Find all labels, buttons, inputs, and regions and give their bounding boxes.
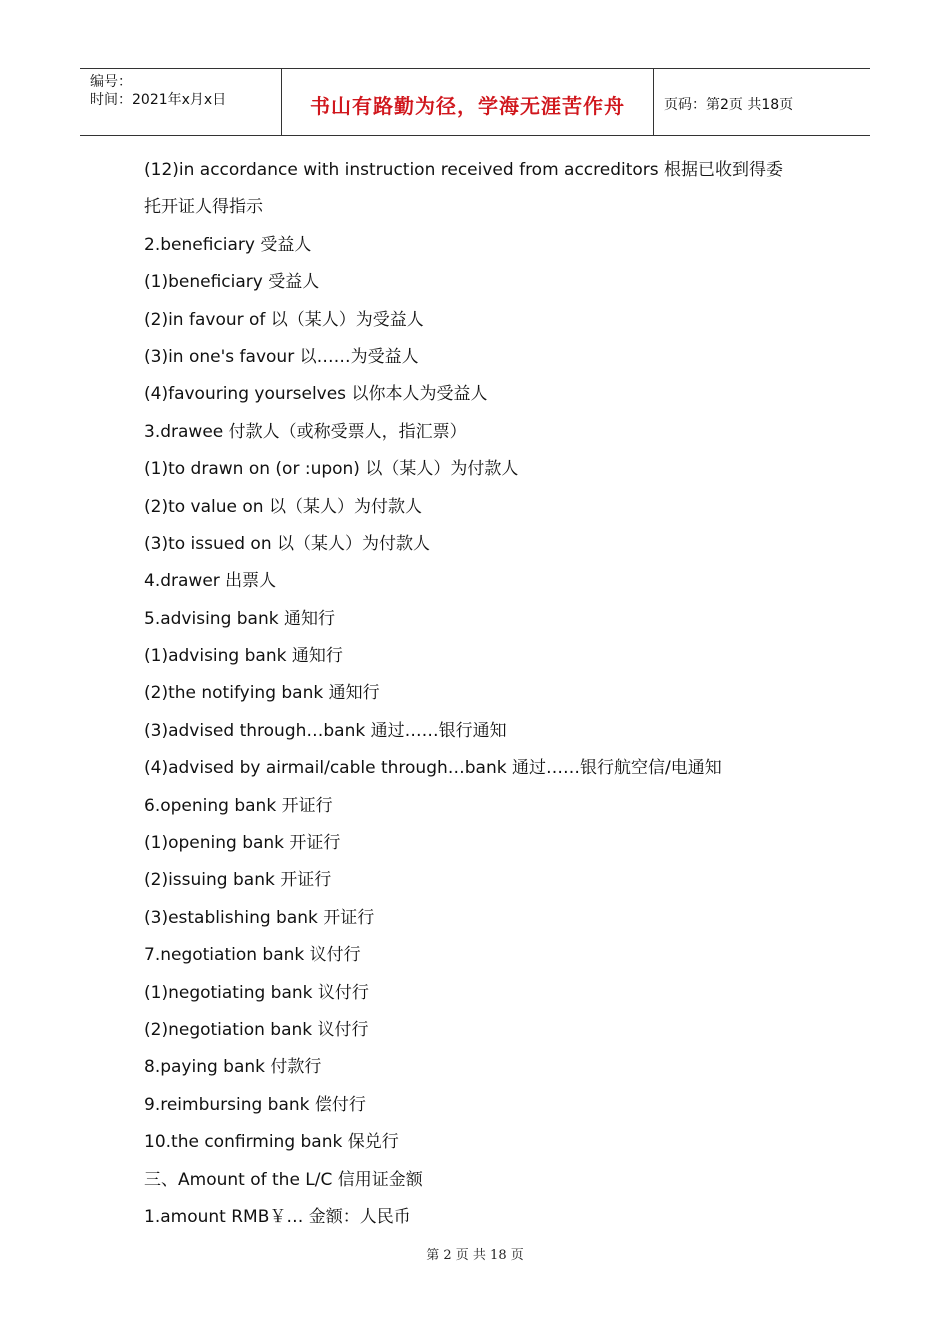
header-meta bbox=[80, 69, 282, 135]
time-label: 时间：2021年x月x日 bbox=[90, 92, 227, 108]
text-line: 9.reimbursing bank 偿付行 bbox=[144, 1094, 366, 1115]
page-footer bbox=[0, 1244, 950, 1263]
text-line: 2.beneficiary 受益人 bbox=[144, 234, 312, 255]
text-line: (1)advising bank 通知行 bbox=[144, 646, 343, 667]
text-line: (3)advised through…bank 通过……银行通知 bbox=[144, 720, 507, 741]
page-header bbox=[80, 68, 870, 136]
text-line: (4)favouring yourselves 以你本人为受益人 bbox=[144, 384, 488, 405]
text-line: (3)establishing bank 开证行 bbox=[144, 907, 375, 928]
text-line: 托开证人得指示 bbox=[144, 197, 263, 218]
text-line: (1)beneficiary 受益人 bbox=[144, 272, 320, 293]
text-line: 3.drawee 付款人（或称受票人，指汇票） bbox=[144, 421, 467, 442]
text-line: 5.advising bank 通知行 bbox=[144, 608, 335, 629]
header-page-cell bbox=[654, 69, 870, 135]
text-line: (3)in one's favour 以……为受益人 bbox=[144, 346, 419, 367]
text-line: (2)in favour of 以（某人）为受益人 bbox=[144, 309, 424, 330]
text-line: 8.paying bank 付款行 bbox=[144, 1057, 322, 1078]
text-line: 三、Amount of the L/C 信用证金额 bbox=[144, 1169, 423, 1190]
text-line: (2)to value on 以（某人）为付款人 bbox=[144, 496, 422, 517]
serial-label: 编号： bbox=[90, 74, 132, 90]
text-line: (1)opening bank 开证行 bbox=[144, 833, 341, 854]
document-body bbox=[144, 152, 824, 1236]
text-line: 7.negotiation bank 议付行 bbox=[144, 945, 361, 966]
text-line: (1)to drawn on (or :upon) 以（某人）为付款人 bbox=[144, 459, 519, 480]
text-line: (12)in accordance with instruction received from accreditors 根据已收到得委 bbox=[144, 160, 784, 180]
footer-page-number: 第 2 页 共 18 页 bbox=[426, 1248, 524, 1263]
text-line: 6.opening bank 开证行 bbox=[144, 795, 333, 816]
text-line: 1.amount RMB￥… 金额：人民币 bbox=[144, 1206, 411, 1227]
text-line: (4)advised by airmail/cable through…bank 通过……银行航空信/电通知 bbox=[144, 758, 722, 779]
motto-text: 书山有路勤为径，学海无涯苦作舟 bbox=[310, 93, 625, 118]
text-line: 10.the confirming bank 保兑行 bbox=[144, 1132, 399, 1153]
text-line: (1)negotiating bank 议付行 bbox=[144, 982, 369, 1003]
text-line: (3)to issued on 以（某人）为付款人 bbox=[144, 533, 430, 554]
text-line: (2)negotiation bank 议付行 bbox=[144, 1019, 369, 1040]
text-line: (2)the notifying bank 通知行 bbox=[144, 683, 380, 704]
page-info: 页码：第2页 共18页 bbox=[664, 97, 794, 113]
text-line: (2)issuing bank 开证行 bbox=[144, 870, 332, 891]
header-motto-cell bbox=[282, 69, 654, 135]
text-line: 4.drawer 出票人 bbox=[144, 571, 277, 592]
